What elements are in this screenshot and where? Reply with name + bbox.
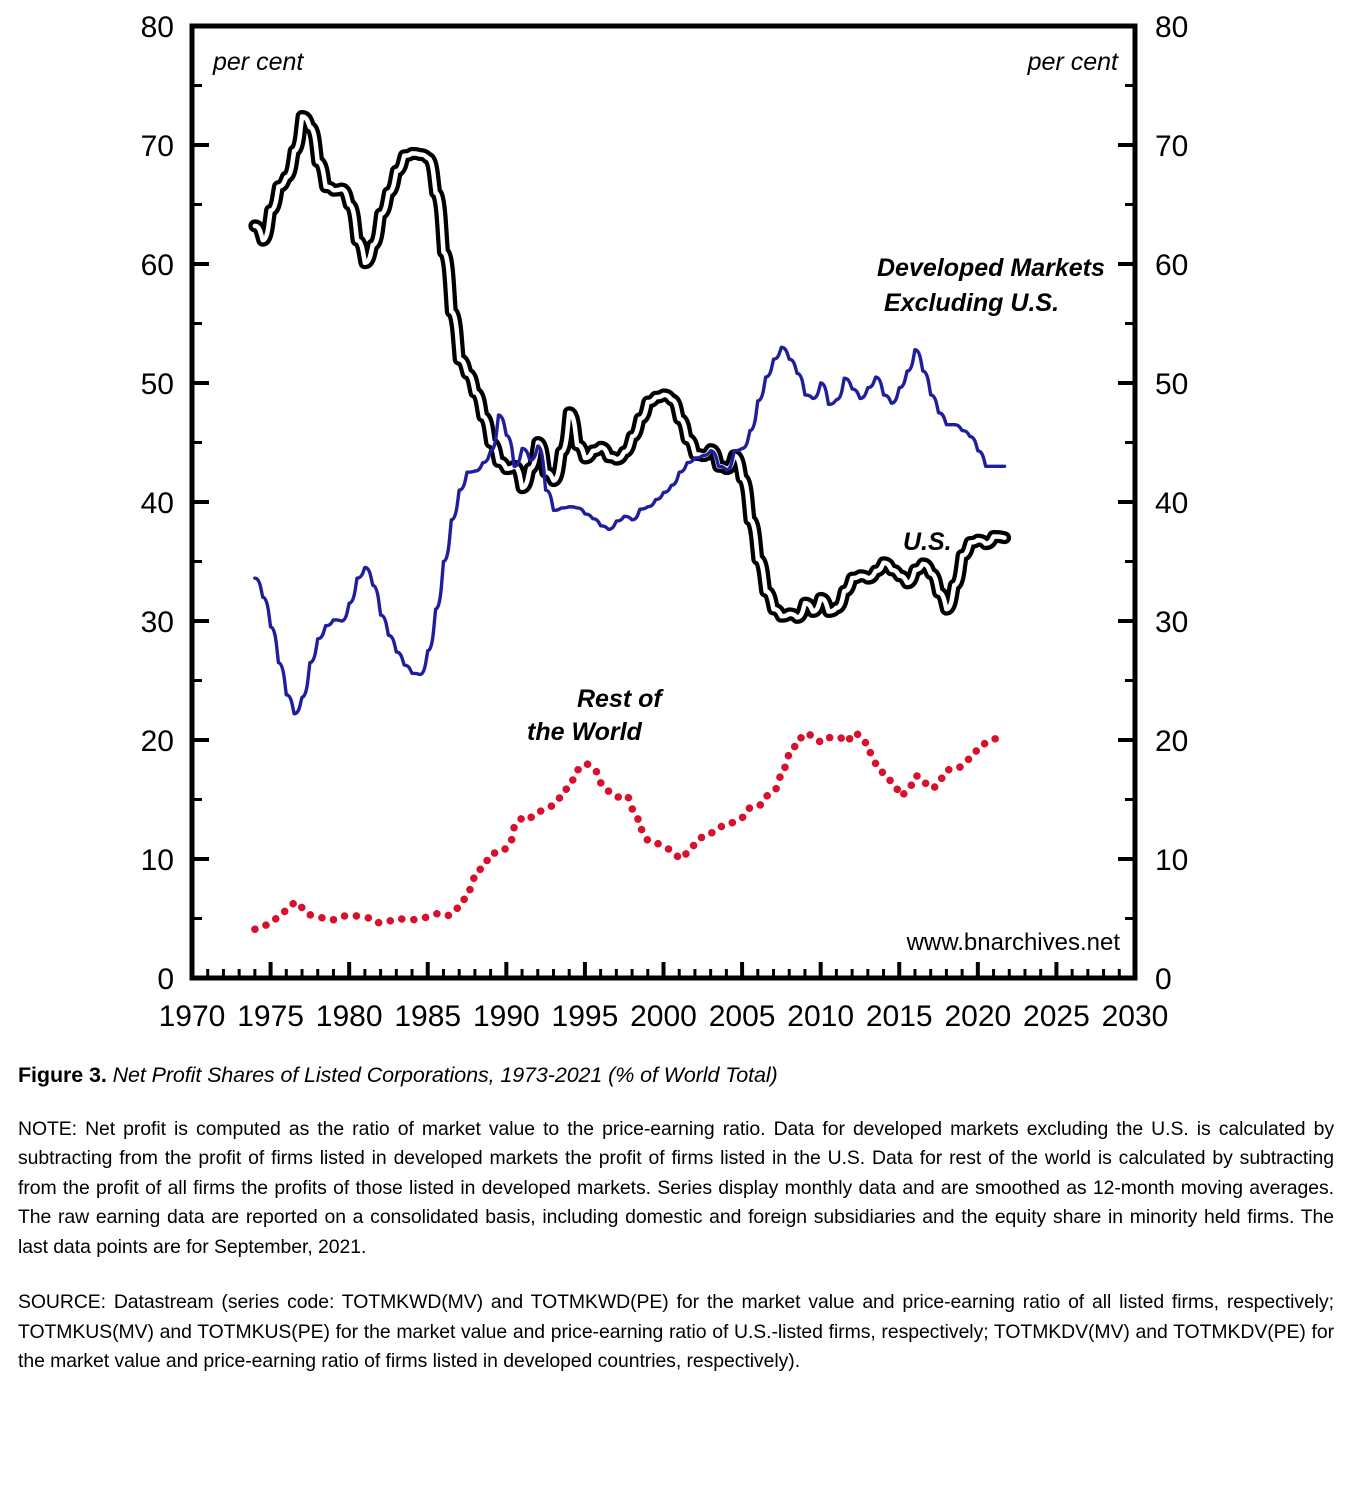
y-axis-tick-label-left: 30 bbox=[140, 606, 174, 639]
y-axis-tick-label-right: 0 bbox=[1155, 963, 1172, 996]
series-label-us: U.S. bbox=[903, 528, 952, 556]
x-axis-tick-label: 2010 bbox=[787, 1000, 855, 1033]
y-axis-tick-label-right: 60 bbox=[1155, 249, 1189, 282]
x-axis-tick-label: 2025 bbox=[1023, 1000, 1090, 1033]
x-axis-tick-label: 2005 bbox=[708, 1000, 776, 1033]
y-axis-tick-label-left: 70 bbox=[140, 130, 174, 163]
developed-label-line2: Excluding U.S. bbox=[884, 289, 1060, 317]
y-axis-tick-label-right: 20 bbox=[1155, 725, 1189, 758]
x-axis-tick-label: 1990 bbox=[472, 1000, 540, 1033]
y-axis-tick-label-right: 80 bbox=[1155, 11, 1189, 44]
x-axis-tick-label: 2030 bbox=[1101, 1000, 1169, 1033]
y-axis-tick-label-left: 10 bbox=[140, 844, 174, 877]
y-axis-tick-label-right: 30 bbox=[1155, 606, 1189, 639]
y-axis-tick-label-left: 20 bbox=[140, 725, 174, 758]
figure-title: Net Profit Shares of Listed Corporations, 1973-2021 (% of World Total) bbox=[112, 1063, 778, 1087]
y-axis-tick-label-right: 10 bbox=[1155, 844, 1189, 877]
rest-label-line1: Rest of bbox=[577, 685, 662, 713]
developed-label-line1: Developed Markets bbox=[877, 254, 1105, 282]
y-axis-tick-label-left: 80 bbox=[140, 11, 174, 44]
x-axis-tick-label: 1995 bbox=[551, 1000, 619, 1033]
x-axis-tick-label: 1975 bbox=[237, 1000, 304, 1033]
figure-text-block bbox=[18, 1062, 1334, 1377]
y-axis-tick-label-right: 40 bbox=[1155, 487, 1189, 520]
x-axis-tick-label: 1985 bbox=[394, 1000, 462, 1033]
x-axis-tick-label: 2000 bbox=[630, 1000, 697, 1033]
rest-label-line2: the World bbox=[527, 718, 642, 746]
x-axis-tick-label: 1970 bbox=[158, 1000, 226, 1033]
note-paragraph: NOTE: Net profit is computed as the ratio of market value to the price-earning ratio. Data for developed markets excluding the U.S. is calculated by subtracting from the profit of firms listed in developed markets the profit of firms listed in the U.S. Data for rest of the world is calculated by subtracting from the profit of all firms the profits of those listed in developed markets. Series display monthly data and are smoothed as 12-month moving averages. The raw earning data are reported on a consolidated basis, including domestic and foreign subsidiaries and the equity share in minority held firms. The last data points are for September, 2021. bbox=[18, 1117, 1334, 1258]
left-axis-unit-label: per cent bbox=[213, 48, 304, 76]
x-axis-tick-label: 2020 bbox=[944, 1000, 1012, 1033]
x-axis-tick-label: 2015 bbox=[865, 1000, 933, 1033]
right-axis-unit-label: per cent bbox=[1027, 48, 1118, 76]
y-axis-tick-label-left: 50 bbox=[140, 368, 174, 401]
y-axis-tick-label-left: 40 bbox=[140, 487, 174, 520]
y-axis-tick-label-right: 70 bbox=[1155, 130, 1189, 163]
y-axis-tick-label-right: 50 bbox=[1155, 368, 1189, 401]
figure-number: Figure 3. bbox=[18, 1063, 107, 1087]
y-axis-tick-label-left: 60 bbox=[140, 249, 174, 282]
watermark-text: www.bnarchives.net bbox=[906, 929, 1120, 956]
x-axis-tick-label: 1980 bbox=[315, 1000, 383, 1033]
source-paragraph: SOURCE: Datastream (series code: TOTMKWD(MV) and TOTMKWD(PE) for the market value and price-earning ratio of all listed firms, respectively; TOTMKUS(MV) and TOTMKUS(PE) for the market value and price-earning ratio of U.S.-listed firms, respectively; TOTMKDV(MV) and TOTMKDV(PE) for the market value and price-earning ratio of firms listed in developed countries, respectively). bbox=[18, 1291, 1334, 1373]
figure-caption bbox=[18, 1062, 1334, 1089]
y-axis-tick-label-left: 0 bbox=[157, 963, 174, 996]
